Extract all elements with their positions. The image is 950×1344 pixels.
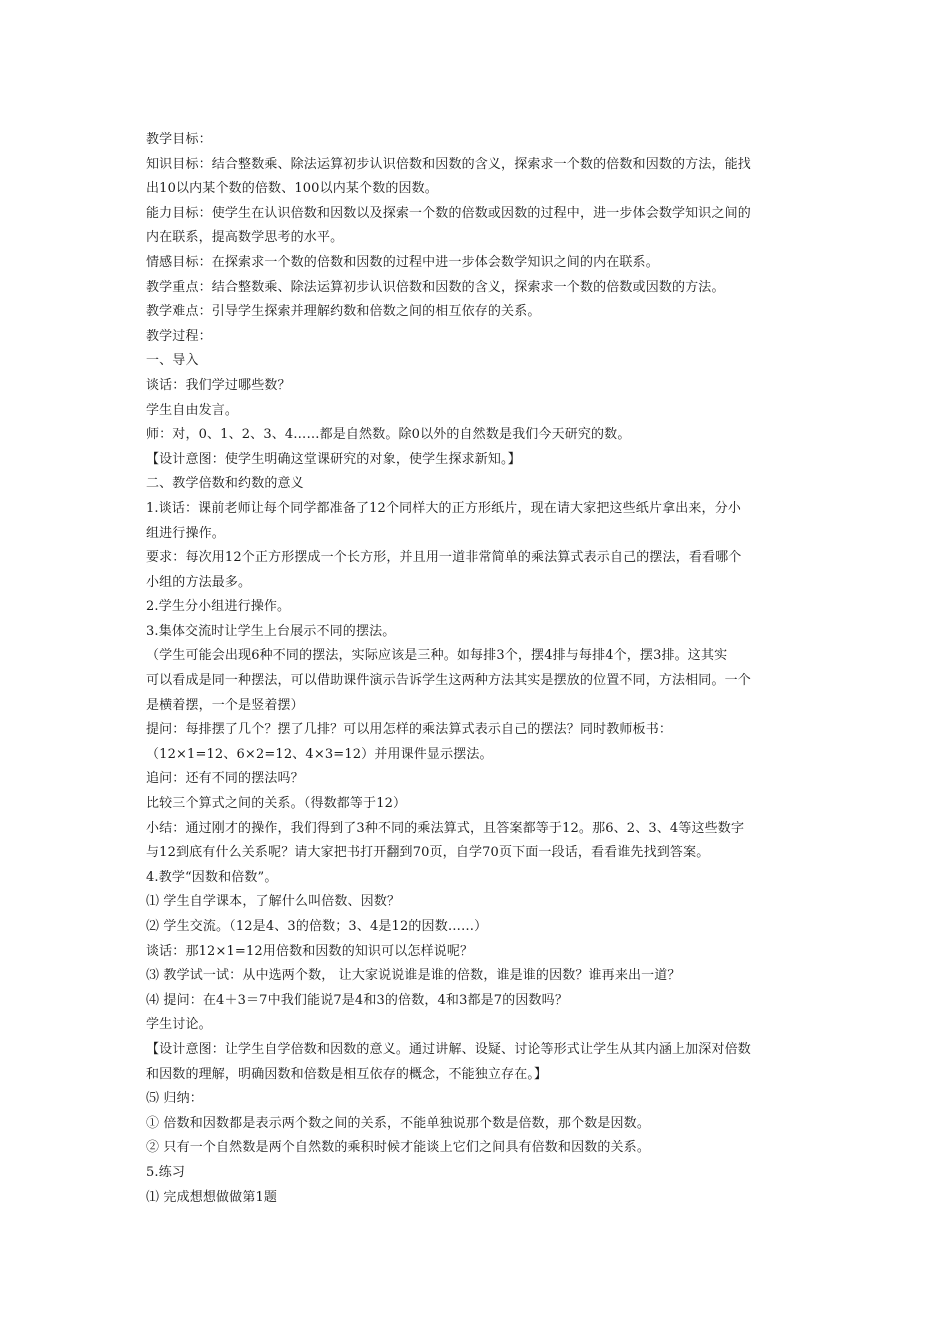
text-line: 情感目标：在探索求一个数的倍数和因数的过程中进一步体会数学知识之间的内在联系。	[146, 254, 659, 270]
section-heading-process: 教学过程：	[146, 328, 212, 344]
text-line: ① 倍数和因数都是表示两个数之间的关系，不能单独说那个数是倍数，那个数是因数。	[146, 1115, 650, 1131]
design-intent-note: 和因数的理解，明确因数和倍数是相互依存的概念，不能独立存在。】	[146, 1066, 548, 1082]
text-line: （学生可能会出现6种不同的摆法，实际应该是三种。如每排3个，摆4排与每排4个，摆3排。这其实	[146, 648, 728, 664]
section-heading-objectives: 教学目标：	[146, 132, 212, 147]
section-heading-teaching: 二、教学倍数和约数的意义	[146, 476, 304, 492]
lesson-plan-text	[146, 128, 814, 1210]
text-line: 教学重点：结合整数乘、除法运算初步认识倍数和因数的含义，探索求一个数的倍数或因数的方法。	[146, 279, 725, 295]
text-line: 提问：每排摆了几个？摆了几排？可以用怎样的乘法算式表示自己的摆法？同时教师板书：	[146, 722, 673, 738]
text-line: 4.教学“因数和倍数”。	[146, 869, 278, 885]
text-line: 谈话：那12×1=12用倍数和因数的知识可以怎样说呢？	[146, 943, 474, 959]
text-line: 与12到底有什么关系呢？请大家把书打开翻到70页，自学70页下面一段话，看看谁先找到答案。	[146, 845, 710, 861]
text-line: ② 只有一个自然数是两个自然数的乘积时候才能谈上它们之间具有倍数和因数的关系。	[146, 1140, 650, 1156]
text-line: 2.学生分小组进行操作。	[146, 599, 291, 615]
text-line: 比较三个算式之间的关系。（得数都等于12）	[146, 796, 407, 812]
text-line: 5.练习	[146, 1164, 186, 1180]
design-intent-note: 【设计意图：让学生自学倍数和因数的意义。通过讲解、设疑、讨论等形式让学生从其内涵上加深对倍数	[146, 1041, 751, 1057]
text-line: ⑶ 教学试一试：从中选两个数， 让大家说说谁是谁的倍数，谁是谁的因数？谁再来出一道？	[146, 968, 681, 984]
text-line: ⑴ 完成想想做做第1题	[146, 1189, 278, 1205]
text-line: 可以看成是同一种摆法，可以借助课件演示告诉学生这两种方法其实是摆放的位置不同，方法相同。一个	[146, 673, 751, 689]
section-heading-intro: 一、导入	[146, 353, 199, 369]
text-line: 出10以内某个数的倍数、100以内某个数的因数。	[146, 181, 438, 197]
text-line: 小组的方法最多。	[146, 574, 252, 590]
text-line: 教学难点：引导学生探索并理解约数和倍数之间的相互依存的关系。	[146, 304, 541, 320]
design-intent-note: 【设计意图：使学生明确这堂课研究的对象，使学生探求新知。】	[146, 451, 521, 467]
text-line: 知识目标：结合整数乘、除法运算初步认识倍数和因数的含义，探索求一个数的倍数和因数的方法，能找	[146, 156, 751, 172]
text-line: 1.谈话：课前老师让每个同学都准备了12个同样大的正方形纸片，现在请大家把这些纸片拿出来，分小	[146, 500, 741, 516]
text-line: ⑵ 学生交流。（12是4、3的倍数；3、4是12的因数……）	[146, 919, 488, 934]
text-line: 内在联系，提高数学思考的水平。	[146, 230, 344, 246]
text-line: 是横着摆，一个是竖着摆）	[146, 697, 304, 713]
text-line: ⑷ 提问：在4＋3＝7中我们能说7是4和3的倍数，4和3都是7的因数吗？	[146, 992, 568, 1008]
text-line: 学生自由发言。	[146, 402, 239, 418]
text-line: ⑸ 归纳：	[146, 1091, 203, 1107]
text-line: 学生讨论。	[146, 1017, 212, 1033]
text-line: ⑴ 学生自学课本，了解什么叫倍数、因数？	[146, 894, 401, 910]
text-line: 要求：每次用12个正方形摆成一个长方形，并且用一道非常简单的乘法算式表示自己的摆法，看看哪个	[146, 550, 742, 566]
text-line: 小结：通过刚才的操作，我们得到了3种不同的乘法算式，且答案都等于12。那6、2、3、4等这些数字	[146, 820, 745, 836]
text-line: 组进行操作。	[146, 525, 225, 541]
text-line: （12×1=12、6×2=12、4×3=12）并用课件显示摆法。	[146, 746, 493, 762]
text-line: 追问：还有不同的摆法吗？	[146, 771, 304, 787]
text-line: 谈话：我们学过哪些数？	[146, 377, 291, 393]
text-line: 能力目标：使学生在认识倍数和因数以及探索一个数的倍数或因数的过程中，进一步体会数学知识之间的	[146, 205, 751, 221]
text-line: 3.集体交流时让学生上台展示不同的摆法。	[146, 623, 396, 639]
text-line: 师：对，0、1、2、3、4……都是自然数。除0以外的自然数是我们今天研究的数。	[146, 427, 631, 443]
